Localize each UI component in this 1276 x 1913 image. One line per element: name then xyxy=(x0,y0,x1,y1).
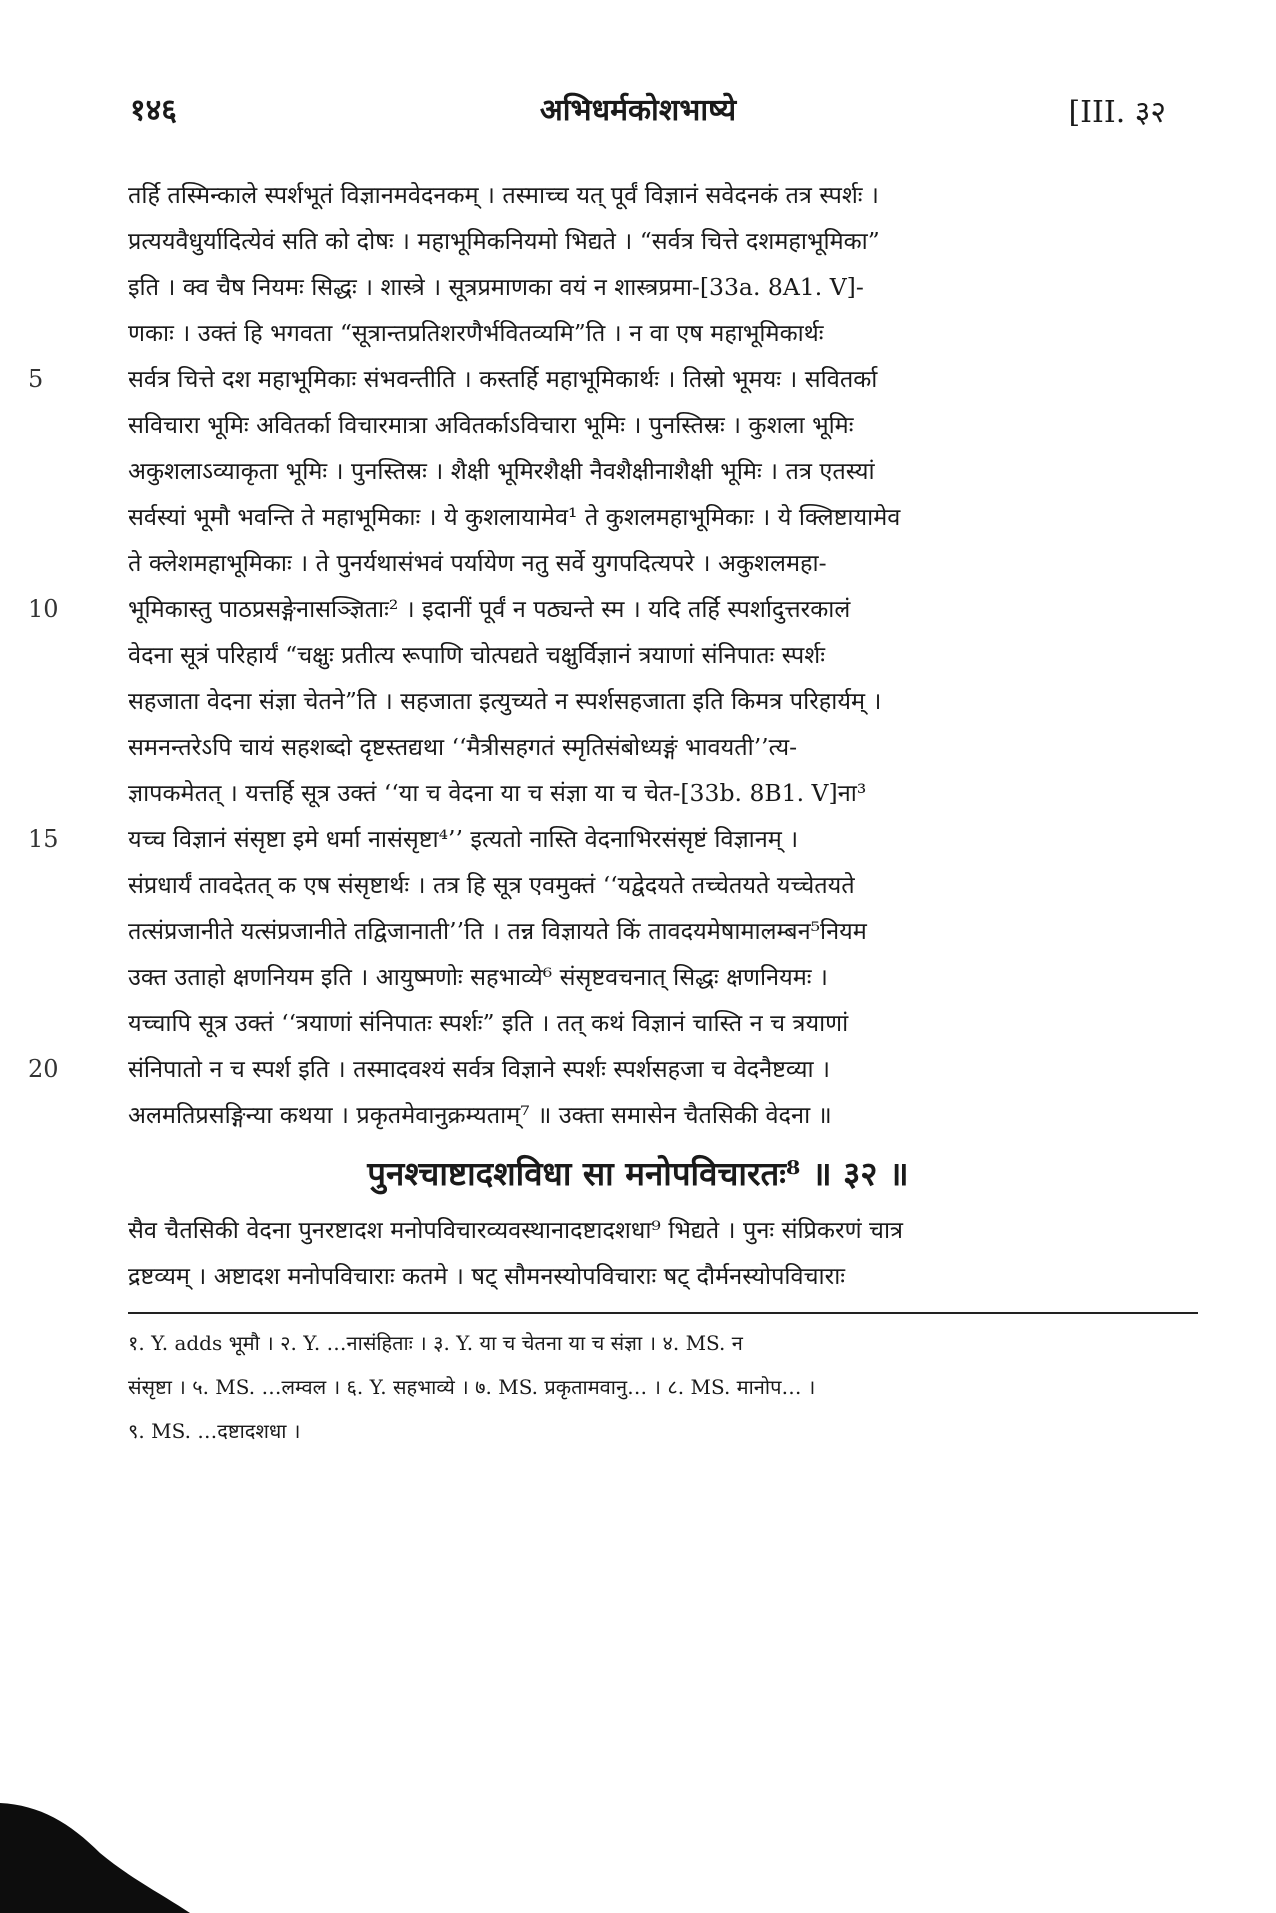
text-line: सहजाता वेदना संज्ञा चेतने”ति । सहजाता इत्युच्यते न स्पर्शसहजाता इति किमत्र परिहार्यम् । xyxy=(128,687,882,715)
text-line: यच्च विज्ञानं संसृष्टा इमे धर्मा नासंसृष्टा⁴’’ इत्यतो नास्ति वेदनाभिरसंसृष्टं विज्ञानम् । xyxy=(128,825,799,853)
footnote-line: संसृष्टा । ५. MS. …लम्वल । ६. Y. सहभाव्ये । ७. MS. प्रकृतामवानु… । ८. MS. मानोप… । xyxy=(128,1375,816,1399)
text-line: सर्वत्र चित्ते दश महाभूमिकाः संभवन्तीति । कस्तर्हि महाभूमिकार्थः । तिस्रो भूमयः । सवितर्का xyxy=(128,365,878,393)
text-line: यच्चापि सूत्र उक्तं ‘‘त्रयाणां संनिपातः स्पर्शः” इति । तत् कथं विज्ञानं चास्ति न च त्रयाणां xyxy=(128,1009,849,1037)
line-number: 10 xyxy=(28,595,59,623)
text-line: संप्रधार्यं तावदेतत् क एष संसृष्टार्थः । तत्र हि सूत्र एवमुक्तं ‘‘यद्वेदयते तच्चेतयते यच्चेतयते xyxy=(128,871,855,899)
verse-karika: पुनश्चाष्टादशविधा सा मनोपविचारतः⁸ ॥ ३२ ॥ xyxy=(367,1154,909,1193)
scan-shadow-artifact xyxy=(0,1783,190,1913)
page-header xyxy=(0,88,1276,138)
text-line: समनन्तरेऽपि चायं सहशब्दो दृष्टस्तद्यथा ‘‘मैत्रीसहगतं स्मृतिसंबोध्यङ्गं भावयती’’त्य- xyxy=(128,733,798,761)
text-line: उक्त उताहो क्षणनियम इति । आयुष्मणोः सहभाव्ये⁶ संसृष्टवचनात् सिद्धः क्षणनियमः । xyxy=(128,963,828,991)
text-line: वेदना सूत्रं परिहार्यं “चक्षुः प्रतीत्य रूपाणि चोत्पद्यते चक्षुर्विज्ञानं त्रयाणां संनिपातः स्पर्शः xyxy=(128,641,825,669)
footnote-divider xyxy=(128,1312,1198,1314)
text-line: संनिपातो न च स्पर्श इति । तस्मादवश्यं सर्वत्र विज्ञाने स्पर्शः स्पर्शसहजा च वेदनैष्टव्या । xyxy=(128,1055,830,1083)
footnote-line: ९. MS. …दष्टादशधा । xyxy=(128,1419,301,1443)
text-line: इति । क्व चैष नियमः सिद्धः । शास्त्रे । सूत्रप्रमाणका वयं न शास्त्रप्रमा-[33a. 8A1. V]- xyxy=(128,273,864,301)
text-line: अलमतिप्रसङ्गिन्या कथया । प्रकृतमेवानुक्रम्यताम्⁷ ॥ उक्ता समासेन चैतसिकी वेदना ॥ xyxy=(128,1101,832,1129)
text-line: तर्हि तस्मिन्काले स्पर्शभूतं विज्ञानमवेदनकम् । तस्माच्च यत् पूर्वं विज्ञानं सवेदनकं तत्र स्पर्शः । xyxy=(128,181,879,209)
line-number: 15 xyxy=(28,825,59,853)
text-line: ते क्लेशमहाभूमिकाः । ते पुनर्यथासंभवं पर्यायेण नतु सर्वे युगपदित्यपरे । अकुशलमहा- xyxy=(128,549,827,577)
section-reference: [III. ३२ xyxy=(1068,95,1166,130)
text-line: प्रत्ययवैधुर्यादित्येवं सति को दोषः । महाभूमिकनियमो भिद्यते । “सर्वत्र चित्ते दशमहाभूमिका” xyxy=(128,227,880,255)
running-title: अभिधर्मकोशभाष्ये xyxy=(539,93,737,128)
line-number: 5 xyxy=(28,365,44,393)
text-line: ज्ञापकमेतत् । यत्तर्हि सूत्र उक्तं ‘‘या च वेदना या च संज्ञा या च चेत-[33b. 8B1. V]ना³ xyxy=(128,779,867,807)
commentary-line: द्रष्टव्यम् । अष्टादश मनोपविचाराः कतमे । षट् सौमनस्योपविचाराः षट् दौर्मनस्योपविचाराः xyxy=(128,1262,846,1290)
footnote-line: १. Y. adds भूमौ । २. Y. …नासंहिताः । ३. Y. या च चेतना या च संज्ञा । ४. MS. न xyxy=(128,1331,743,1355)
commentary-line: सैव चैतसिकी वेदना पुनरष्टादश मनोपविचारव्यवस्थानादष्टादशधा⁹ भिद्यते । पुनः संप्रिकरणं चात्र xyxy=(128,1216,904,1244)
text-line: अकुशलाऽव्याकृता भूमिः । पुनस्तिस्रः । शैक्षी भूमिरशैक्षी नैवशैक्षीनाशैक्षी भूमिः । तत्र एतस्यां xyxy=(128,457,875,485)
text-line: भूमिकास्तु पाठप्रसङ्गेनासञ्ज्ञिताः² । इदानीं पूर्वं न पठ्यन्ते स्म । यदि तर्हि स्पर्शादुत्तरकालं xyxy=(128,595,851,623)
text-line: णकाः । उक्तं हि भगवता “सूत्रान्तप्रतिशरणैर्भवितव्यमि”ति । न वा एष महाभूमिकार्थः xyxy=(128,319,824,347)
page-number: १४६ xyxy=(130,93,177,128)
text-line: सर्वस्यां भूमौ भवन्ति ते महाभूमिकाः । ये कुशलायामेव¹ ते कुशलमहाभूमिकाः । ये क्लिष्टायामेव xyxy=(128,503,901,531)
text-line: सविचारा भूमिः अवितर्का विचारमात्रा अवितर्काऽविचारा भूमिः । पुनस्तिस्रः । कुशला भूमिः xyxy=(128,411,854,439)
line-number: 20 xyxy=(28,1055,59,1083)
text-line: तत्संप्रजानीते यत्संप्रजानीते तद्विजानाती’’ति । तन्न विज्ञायते किं तावदयमेषामालम्बन⁵नियम xyxy=(128,917,867,945)
